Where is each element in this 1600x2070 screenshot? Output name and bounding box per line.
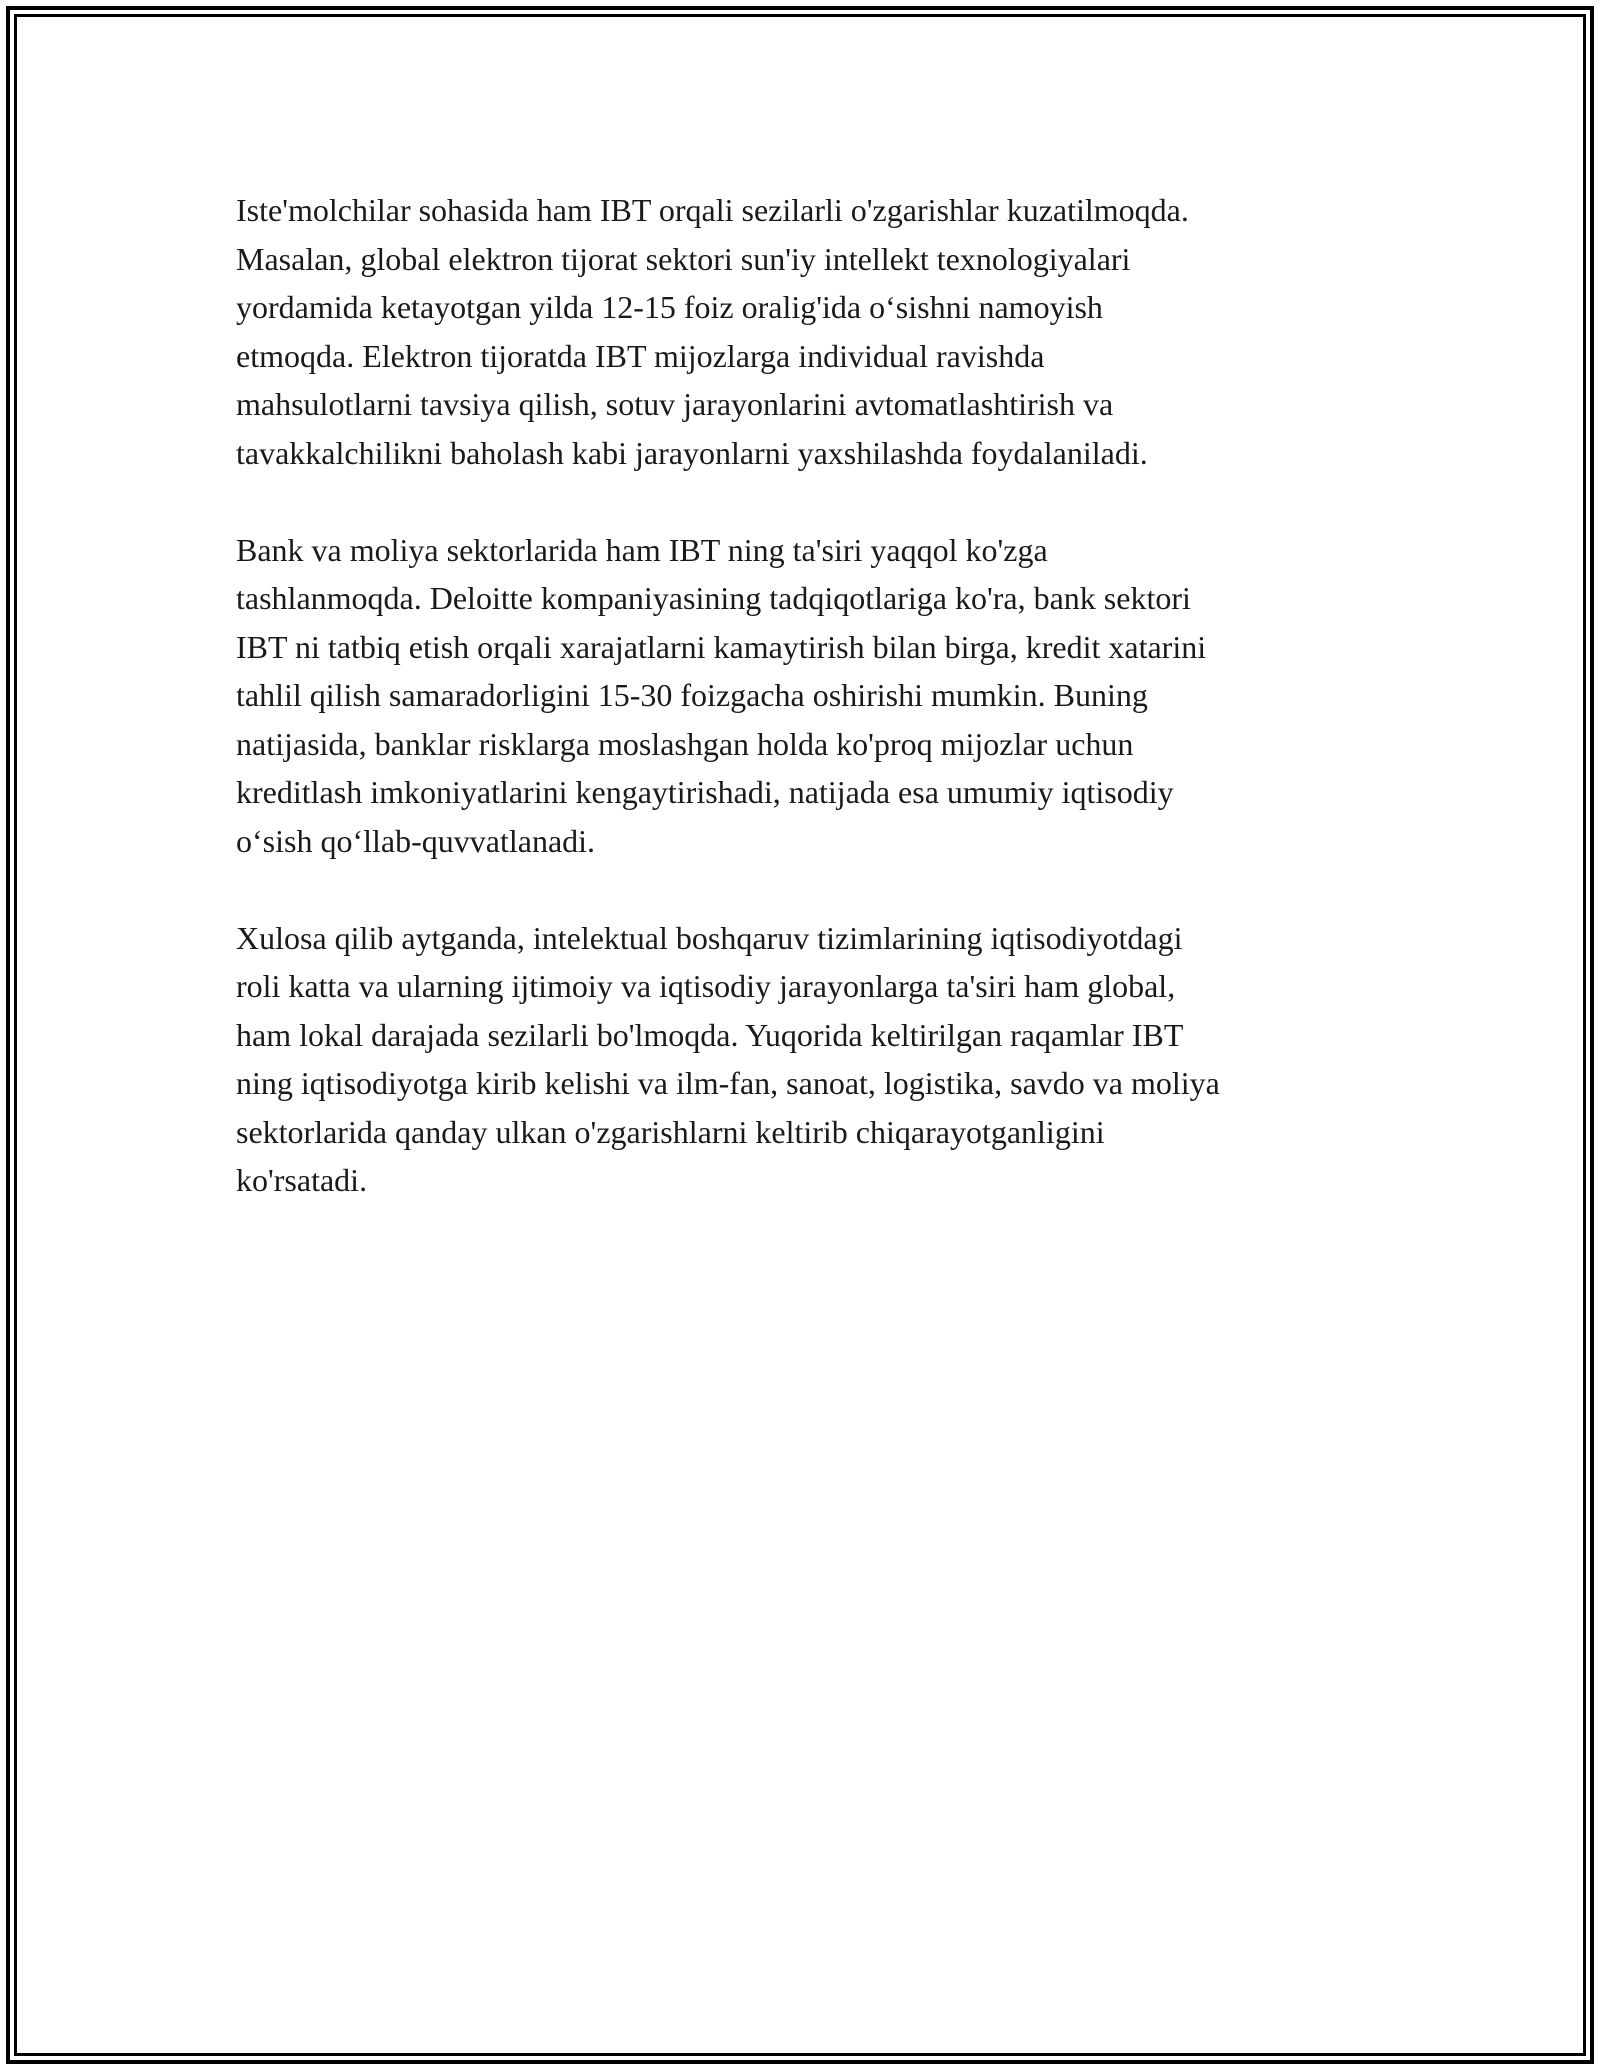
- text-line: yordamida ketayotgan yilda 12-15 foiz oralig'ida o‘sishni namoyish: [236, 289, 1103, 325]
- text-line: Bank va moliya sektorlarida ham IBT ning ta'siri yaqqol ko'zga: [236, 531, 1048, 568]
- text-line: ham lokal darajada sezilarli bo'lmoqda. Yuqorida keltirilgan raqamlar IBT: [236, 1016, 1184, 1053]
- text-line: etmoqda. Elektron tijoratda IBT mijozlarga individual ravishda: [236, 337, 1045, 374]
- text-line: ko'rsatadi.: [236, 1162, 368, 1198]
- text-line: tavakkalchilikni baholash kabi jarayonlarni yaxshilashda foydalaniladi.: [236, 434, 1148, 471]
- paragraph-consumer-sector: [236, 186, 1386, 477]
- document-body: [236, 186, 1386, 1253]
- text-line: Iste'molchilar sohasida ham IBT orqali sezilarli o'zgarishlar kuzatilmoqda.: [236, 192, 1189, 228]
- text-line: roli katta va ularning ijtimoiy va iqtisodiy jarayonlarga ta'siri ham global,: [236, 968, 1176, 1004]
- text-line: tashlanmoqda. Deloitte kompaniyasining tadqiqotlariga ko'ra, bank sektori: [236, 580, 1191, 616]
- text-line: mahsulotlarni tavsiya qilish, sotuv jarayonlarini avtomatlashtirish va: [236, 386, 1114, 422]
- text-line: sektorlarida qanday ulkan o'zgarishlarni keltirib chiqarayotganligini: [236, 1113, 1105, 1150]
- text-line: ning iqtisodiyotga kirib kelishi va ilm-fan, sanoat, logistika, savdo va moliya: [236, 1065, 1220, 1101]
- text-line: Masalan, global elektron tijorat sektori sun'iy intellekt texnologiyalari: [236, 240, 1131, 277]
- text-line: o‘sish qo‘llab-quvvatlanadi.: [236, 822, 596, 859]
- text-line: kreditlash imkoniyatlarini kengaytirishadi, natijada esa umumiy iqtisodiy: [236, 774, 1174, 810]
- text-line: Xulosa qilib aytganda, intelektual boshqaruv tizimlarining iqtisodiyotdagi: [236, 919, 1183, 956]
- text-line: tahlil qilish samaradorligini 15-30 foizgacha oshirishi mumkin. Buning: [236, 677, 1148, 713]
- paragraph-conclusion: [236, 914, 1386, 1205]
- text-line: natijasida, banklar risklarga moslashgan holda ko'proq mijozlar uchun: [236, 725, 1134, 762]
- paragraph-banking-sector: [236, 526, 1386, 866]
- text-line: IBT ni tatbiq etish orqali xarajatlarni kamaytirish bilan birga, kredit xatarini: [236, 628, 1207, 665]
